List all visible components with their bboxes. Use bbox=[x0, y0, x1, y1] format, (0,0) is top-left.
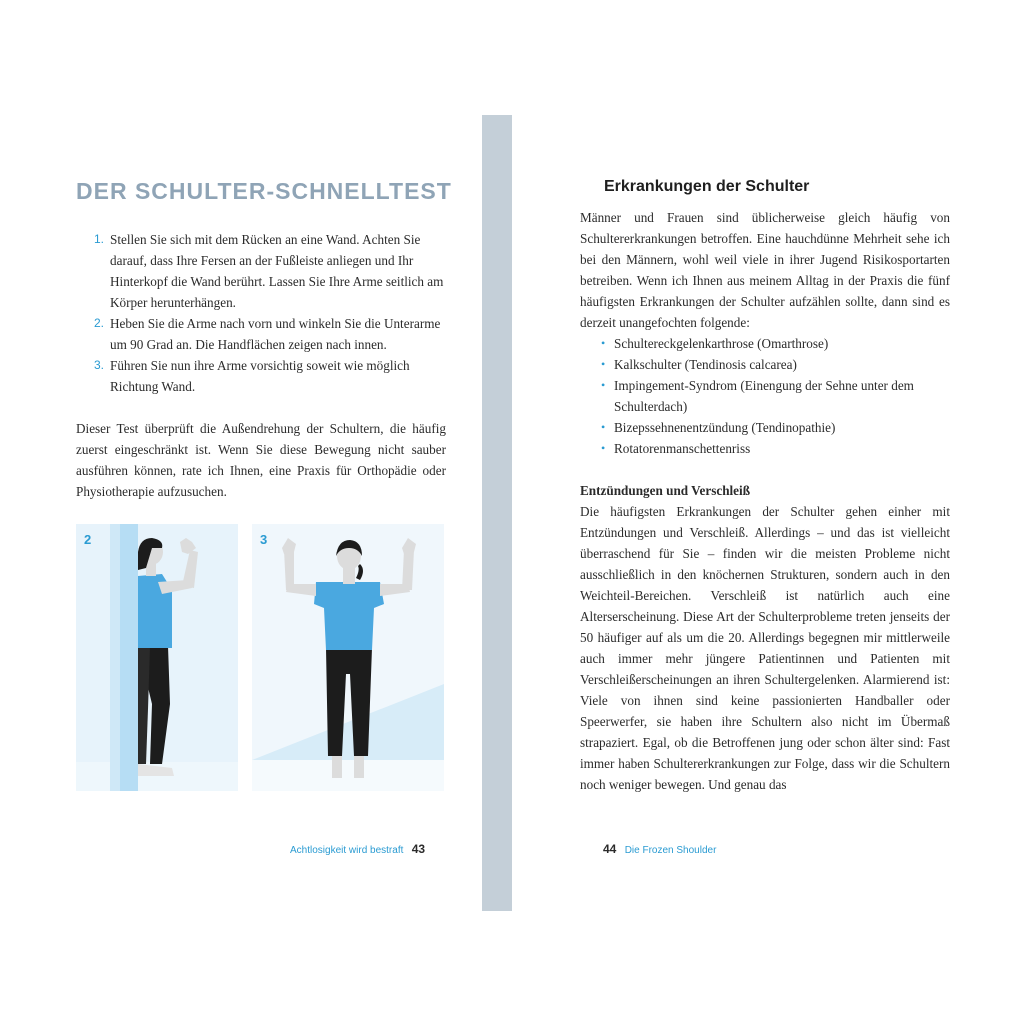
book-spine bbox=[482, 115, 512, 911]
left-page-footer bbox=[290, 842, 426, 856]
step-item bbox=[94, 355, 446, 397]
step-number: 2. bbox=[94, 316, 105, 330]
step-number: 3. bbox=[94, 358, 105, 372]
section-paragraph: Die häufigsten Erkrankungen der Schulter gehen einher mit Entzündungen und Verschleiß. Allerdings – und das ist vielleicht überraschend für Sie – finden wir die meisten Probleme nicht ausschließlich in den knöchernen Strukturen, sondern auch in den Weichteil-Bereichen. Verschleiß ist natürlich auch eine Alterserscheinung. Diese Art der Schulterprobleme treten jenseits der 50 häufiger auf als um die 20. Allerdings begegnen mir mittlerweile auch immer mehr jüngere Patientinnen und Patienten mit Verschleißerscheinungen an ihren Schultergelenken. Alarmierend ist: Viele von ihnen sind keine passionierten Handballer oder Speerwerfer, sie haben ihre Schultern also nicht im Übermaß strapaziert. Egal, ob die Betroffenen jung oder schon älter sind: Fast immer haben Schultererkrankungen zur Folge, dass wir die Schultern noch weniger bewegen. Und genau das bbox=[580, 504, 950, 792]
step-text: Heben Sie die Arme nach vorn und winkeln Sie die Unterarme um 90 Grad an. Die Handflächen zeigen nach innen. bbox=[110, 316, 441, 352]
step-text: Stellen Sie sich mit dem Rücken an eine Wand. Achten Sie darauf, dass Ihre Fersen an der Fußleiste anliegen und Ihr Hinterkopf die Wand berührt. Lassen Sie Ihre Arme seitlich am Körper herunterhängen. bbox=[110, 232, 444, 310]
bullet-icon: • bbox=[601, 336, 606, 350]
running-head: Achtlosigkeit wird bestraft bbox=[290, 845, 404, 856]
intro-paragraph: Männer und Frauen sind üblicherweise gleich häufig von Schultererkrankungen betroffen. Eine hauchdünne Mehrheit sehe ich bei den Männern, wohl weil viele in ihrer Jugend Risikosportarten betreiben. Wenn ich Ihnen aus meinem Alltag in der Praxis die fünf häufigsten Erkrankungen der Schulter aufzählen sollte, dann sind es derzeit unangefochten folgende: bbox=[580, 210, 950, 330]
bullet-icon: • bbox=[601, 378, 606, 392]
list-item: • Schultereckgelenkarthrose (Omarthrose) bbox=[614, 333, 950, 354]
page-number: 44 bbox=[603, 842, 617, 856]
front-view-illustration bbox=[252, 524, 444, 791]
page-number: 43 bbox=[411, 842, 426, 856]
disease-list bbox=[580, 333, 950, 459]
step-item bbox=[94, 313, 446, 355]
figure-number: 2 bbox=[84, 532, 92, 547]
right-page-title: Erkrankungen der Schulter bbox=[604, 178, 810, 195]
test-explanation-paragraph: Dieser Test überprüft die Außendrehung der Schultern, die häufig zuerst eingeschränkt ist. Wenn Sie diese Bewegung nicht sauber ausführen können, rate ich Ihnen, eine Praxis für Orthopädie oder Physiotherapie aufzusuchen. bbox=[76, 421, 446, 499]
figure-3-front-view bbox=[252, 524, 444, 791]
bullet-icon: • bbox=[601, 357, 606, 371]
left-page-title: DER SCHULTER-SCHNELLTEST bbox=[76, 178, 452, 204]
side-view-illustration bbox=[76, 524, 238, 791]
step-number: 1. bbox=[94, 232, 105, 246]
right-page-body bbox=[580, 207, 950, 795]
figure-2-side-view bbox=[76, 524, 238, 791]
list-item: • Rotatorenmanschettenriss bbox=[614, 438, 950, 459]
running-head: Die Frozen Shoulder bbox=[624, 845, 717, 856]
list-item: • Bizepssehnenentzündung (Tendinopathie) bbox=[614, 417, 950, 438]
section-subheading: Entzündungen und Verschleiß bbox=[580, 483, 751, 498]
step-text: Führen Sie nun ihre Arme vorsichtig soweit wie möglich Richtung Wand. bbox=[110, 358, 410, 394]
list-item: • Impingement-Syndrom (Einengung der Sehne unter dem Schulterdach) bbox=[614, 375, 950, 417]
figure-number: 3 bbox=[260, 532, 268, 547]
bullet-icon: • bbox=[601, 420, 606, 434]
bullet-icon: • bbox=[601, 441, 606, 455]
list-item: • Kalkschulter (Tendinosis calcarea) bbox=[614, 354, 950, 375]
steps-list bbox=[94, 229, 446, 397]
right-page-footer bbox=[603, 842, 803, 856]
step-item bbox=[94, 229, 446, 313]
